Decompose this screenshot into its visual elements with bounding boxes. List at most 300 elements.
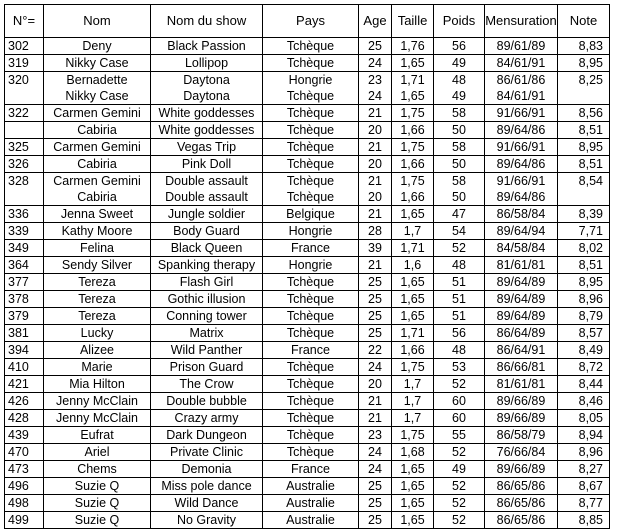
table-row — [5, 427, 610, 444]
cell-name: Sendy Silver — [44, 257, 151, 274]
table-row — [5, 342, 610, 359]
cell-measurements: 89/64/94 — [485, 223, 558, 240]
cell-num: 421 — [5, 376, 44, 393]
cell-age: 39 — [359, 240, 392, 257]
cell-height: 1,66 — [392, 122, 434, 139]
cell-name: Cabiria — [44, 122, 151, 139]
table-body — [5, 38, 610, 529]
cell-height-line: 1,66 — [400, 190, 425, 204]
cell-country-line: Hongrie — [288, 73, 333, 87]
cell-height: 1,65 — [392, 206, 434, 223]
cell-measurements: 91/66/91 — [485, 105, 558, 122]
cell-score: 7,71 — [558, 223, 610, 240]
cell-show: Wild Dance — [151, 495, 263, 512]
cell-score: 8,95 — [558, 274, 610, 291]
cell-weight — [434, 173, 485, 206]
cell-age-line: 23 — [368, 73, 382, 87]
cell-height: 1,76 — [392, 38, 434, 55]
cell-name: Kathy Moore — [44, 223, 151, 240]
cell-show: Body Guard — [151, 223, 263, 240]
cell-weight: 51 — [434, 308, 485, 325]
cell-age: 25 — [359, 512, 392, 529]
cell-name — [44, 173, 151, 206]
cell-country: Australie — [263, 495, 359, 512]
cell-height: 1,71 — [392, 240, 434, 257]
cell-measurements: 86/58/79 — [485, 427, 558, 444]
table-row — [5, 257, 610, 274]
cell-show-line: Daytona — [183, 73, 230, 87]
cell-weight: 52 — [434, 444, 485, 461]
cell-measurements: 86/64/89 — [485, 325, 558, 342]
cell-num: 381 — [5, 325, 44, 342]
cell-age: 21 — [359, 139, 392, 156]
table-row — [5, 105, 610, 122]
cell-country: Tchèque — [263, 274, 359, 291]
cell-name: Jenny McClain — [44, 393, 151, 410]
cell-num — [5, 122, 44, 139]
cell-weight: 56 — [434, 325, 485, 342]
cell-height: 1,65 — [392, 478, 434, 495]
cell-height: 1,65 — [392, 461, 434, 478]
cell-show: Lollipop — [151, 55, 263, 72]
cell-age: 25 — [359, 495, 392, 512]
cell-show: Wild Panther — [151, 342, 263, 359]
cell-measurements — [485, 72, 558, 105]
cell-score: 8,27 — [558, 461, 610, 478]
cell-weight: 50 — [434, 156, 485, 173]
cell-num: 394 — [5, 342, 44, 359]
cell-measurements: 86/65/86 — [485, 478, 558, 495]
cell-num: 379 — [5, 308, 44, 325]
cell-age — [359, 173, 392, 206]
cell-num: 499 — [5, 512, 44, 529]
cell-height: 1,65 — [392, 274, 434, 291]
cell-weight: 47 — [434, 206, 485, 223]
cell-height: 1,68 — [392, 444, 434, 461]
cell-name: Suzie Q — [44, 495, 151, 512]
cell-name: Tereza — [44, 291, 151, 308]
cell-measurements: 89/61/89 — [485, 38, 558, 55]
header-show: Nom du show — [151, 5, 263, 38]
cell-name: Mia Hilton — [44, 376, 151, 393]
header-score: Note — [558, 5, 610, 38]
cell-age: 25 — [359, 325, 392, 342]
table-row — [5, 376, 610, 393]
cell-country: Australie — [263, 512, 359, 529]
cell-name: Jenny McClain — [44, 410, 151, 427]
cell-age: 21 — [359, 257, 392, 274]
cell-age: 21 — [359, 393, 392, 410]
cell-weight: 52 — [434, 376, 485, 393]
cell-score: 8,02 — [558, 240, 610, 257]
cell-show: Pink Doll — [151, 156, 263, 173]
cell-age: 24 — [359, 444, 392, 461]
cell-name: Tereza — [44, 274, 151, 291]
cell-country: Hongrie — [263, 257, 359, 274]
cell-age: 21 — [359, 410, 392, 427]
cell-measurements: 91/66/91 — [485, 139, 558, 156]
cell-age-line: 21 — [368, 174, 382, 188]
cell-weight — [434, 72, 485, 105]
cell-measurements-line: 91/66/91 — [496, 174, 546, 188]
cell-country: Hongrie — [263, 223, 359, 240]
cell-num: 319 — [5, 55, 44, 72]
table-row — [5, 274, 610, 291]
cell-height: 1,75 — [392, 105, 434, 122]
cell-age: 25 — [359, 478, 392, 495]
cell-score: 8,51 — [558, 257, 610, 274]
table-row — [5, 393, 610, 410]
cell-show: Miss pole dance — [151, 478, 263, 495]
cell-weight: 56 — [434, 38, 485, 55]
cell-score: 8,79 — [558, 308, 610, 325]
cell-height: 1,7 — [392, 223, 434, 240]
cell-measurements: 81/61/81 — [485, 257, 558, 274]
table-row — [5, 139, 610, 156]
cell-country — [263, 72, 359, 105]
cell-measurements: 84/58/84 — [485, 240, 558, 257]
cell-measurements-line: 84/61/91 — [496, 89, 546, 103]
cell-num: 349 — [5, 240, 44, 257]
cell-num: 326 — [5, 156, 44, 173]
cell-weight: 52 — [434, 495, 485, 512]
cell-height: 1,71 — [392, 325, 434, 342]
cell-height — [392, 72, 434, 105]
cell-show-line: Double assault — [165, 174, 248, 188]
table-row — [5, 478, 610, 495]
cell-score: 8,83 — [558, 38, 610, 55]
table-row — [5, 410, 610, 427]
cell-name: Carmen Gemini — [44, 105, 151, 122]
cell-name: Nikky Case — [44, 55, 151, 72]
cell-show: Conning tower — [151, 308, 263, 325]
cell-score: 8,96 — [558, 291, 610, 308]
table-row — [5, 291, 610, 308]
cell-age: 22 — [359, 342, 392, 359]
cell-height — [392, 173, 434, 206]
cell-score: 8,67 — [558, 478, 610, 495]
cell-weight: 51 — [434, 274, 485, 291]
cell-show: No Gravity — [151, 512, 263, 529]
cell-name-line: Carmen Gemini — [53, 174, 141, 188]
cell-country-line: Tchèque — [286, 190, 335, 204]
cell-weight: 55 — [434, 427, 485, 444]
cell-name: Suzie Q — [44, 512, 151, 529]
cell-weight: 48 — [434, 257, 485, 274]
cell-height: 1,7 — [392, 376, 434, 393]
cell-show: White goddesses — [151, 105, 263, 122]
cell-age: 28 — [359, 223, 392, 240]
cell-score: 8,95 — [558, 55, 610, 72]
header-weight: Poids — [434, 5, 485, 38]
cell-height: 1,65 — [392, 55, 434, 72]
cell-score: 8,77 — [558, 495, 610, 512]
cell-country: France — [263, 461, 359, 478]
cell-weight: 60 — [434, 393, 485, 410]
table-row — [5, 308, 610, 325]
cell-country-line: Tchèque — [286, 174, 335, 188]
cell-measurements: 86/66/81 — [485, 359, 558, 376]
cell-height: 1,65 — [392, 291, 434, 308]
cell-weight-line: 48 — [452, 73, 466, 87]
cell-show: Spanking therapy — [151, 257, 263, 274]
cell-num: 377 — [5, 274, 44, 291]
cell-measurements: 81/61/81 — [485, 376, 558, 393]
cell-name: Eufrat — [44, 427, 151, 444]
table-row — [5, 156, 610, 173]
table-row — [5, 223, 610, 240]
cell-measurements: 89/66/89 — [485, 461, 558, 478]
cell-score: 8,44 — [558, 376, 610, 393]
cell-measurements: 76/66/84 — [485, 444, 558, 461]
cell-name: Carmen Gemini — [44, 139, 151, 156]
cell-country: Tchèque — [263, 291, 359, 308]
cell-age: 21 — [359, 206, 392, 223]
cell-num: 473 — [5, 461, 44, 478]
cell-show: Double bubble — [151, 393, 263, 410]
cell-score: 8,49 — [558, 342, 610, 359]
cell-show: White goddesses — [151, 122, 263, 139]
cell-num: 426 — [5, 393, 44, 410]
cell-measurements: 89/64/89 — [485, 274, 558, 291]
cell-height-line: 1,75 — [400, 174, 425, 188]
cell-show: Black Passion — [151, 38, 263, 55]
cell-height: 1,75 — [392, 359, 434, 376]
table-row — [5, 173, 610, 206]
cell-show: Prison Guard — [151, 359, 263, 376]
table-row — [5, 38, 610, 55]
cell-score: 8,51 — [558, 122, 610, 139]
cell-age — [359, 72, 392, 105]
cell-age: 20 — [359, 122, 392, 139]
cell-measurements: 89/64/89 — [485, 308, 558, 325]
cell-show: Matrix — [151, 325, 263, 342]
table-row — [5, 325, 610, 342]
cell-num: 328 — [5, 173, 44, 206]
cell-score: 8,94 — [558, 427, 610, 444]
cell-num: 498 — [5, 495, 44, 512]
cell-measurements: 86/65/86 — [485, 495, 558, 512]
cell-name: Marie — [44, 359, 151, 376]
table-row — [5, 122, 610, 139]
cell-age: 20 — [359, 376, 392, 393]
cell-height: 1,75 — [392, 427, 434, 444]
cell-num: 496 — [5, 478, 44, 495]
header-measurements: Mensuration — [485, 5, 558, 38]
cell-measurements: 89/66/89 — [485, 393, 558, 410]
cell-score: 8,56 — [558, 105, 610, 122]
cell-weight-line: 49 — [452, 89, 466, 103]
cell-country: Tchèque — [263, 55, 359, 72]
cell-show: Jungle soldier — [151, 206, 263, 223]
cell-height: 1,66 — [392, 156, 434, 173]
cell-score: 8,96 — [558, 444, 610, 461]
cell-age-line: 24 — [368, 89, 382, 103]
cell-name: Chems — [44, 461, 151, 478]
cell-weight: 52 — [434, 512, 485, 529]
cell-name-line: Cabiria — [77, 190, 117, 204]
cell-name: Tereza — [44, 308, 151, 325]
cell-measurements: 89/64/86 — [485, 122, 558, 139]
cell-num: 470 — [5, 444, 44, 461]
cell-score: 8,95 — [558, 139, 610, 156]
cell-score: 8,85 — [558, 512, 610, 529]
cell-height: 1,7 — [392, 393, 434, 410]
cell-country: Tchèque — [263, 38, 359, 55]
cell-age: 25 — [359, 274, 392, 291]
cell-show — [151, 72, 263, 105]
cell-measurements: 89/64/86 — [485, 156, 558, 173]
cell-age: 23 — [359, 427, 392, 444]
cell-num: 302 — [5, 38, 44, 55]
cell-country — [263, 173, 359, 206]
cell-country: Tchèque — [263, 359, 359, 376]
header-height: Taille — [392, 5, 434, 38]
header-row — [5, 5, 610, 38]
cell-measurements: 86/65/86 — [485, 512, 558, 529]
table-wrapper — [4, 4, 610, 529]
cell-score: 8,57 — [558, 325, 610, 342]
cell-name: Ariel — [44, 444, 151, 461]
table-row — [5, 206, 610, 223]
cell-country: France — [263, 342, 359, 359]
cell-weight: 52 — [434, 240, 485, 257]
cell-age: 25 — [359, 38, 392, 55]
cell-show: Crazy army — [151, 410, 263, 427]
table-row — [5, 444, 610, 461]
cell-score: 8,54 — [558, 173, 610, 206]
cell-name: Jenna Sweet — [44, 206, 151, 223]
cell-name: Deny — [44, 38, 151, 55]
table-row — [5, 512, 610, 529]
cell-country: Australie — [263, 478, 359, 495]
cell-weight: 49 — [434, 461, 485, 478]
cell-measurements: 86/64/91 — [485, 342, 558, 359]
cell-measurements: 84/61/91 — [485, 55, 558, 72]
cell-show — [151, 173, 263, 206]
cell-height: 1,75 — [392, 139, 434, 156]
cell-score: 8,25 — [558, 72, 610, 105]
cell-measurements — [485, 173, 558, 206]
table-row — [5, 359, 610, 376]
cell-num: 339 — [5, 223, 44, 240]
cell-country: Tchèque — [263, 105, 359, 122]
cell-num: 439 — [5, 427, 44, 444]
cell-weight: 48 — [434, 342, 485, 359]
cell-num: 410 — [5, 359, 44, 376]
header-age: Age — [359, 5, 392, 38]
cell-country: Tchèque — [263, 156, 359, 173]
cell-num: 364 — [5, 257, 44, 274]
cell-show: Flash Girl — [151, 274, 263, 291]
table-row — [5, 240, 610, 257]
cell-name: Felina — [44, 240, 151, 257]
table-row — [5, 495, 610, 512]
cell-height: 1,65 — [392, 512, 434, 529]
cell-show-line: Double assault — [165, 190, 248, 204]
cell-weight: 58 — [434, 105, 485, 122]
cell-country: Tchèque — [263, 410, 359, 427]
cell-age: 21 — [359, 105, 392, 122]
cell-weight: 60 — [434, 410, 485, 427]
cell-score: 8,72 — [558, 359, 610, 376]
cell-weight-line: 58 — [452, 174, 466, 188]
cell-show: Demonia — [151, 461, 263, 478]
cell-weight-line: 50 — [452, 190, 466, 204]
cell-name: Cabiria — [44, 156, 151, 173]
models-table — [4, 4, 610, 529]
cell-measurements-line: 86/61/86 — [496, 73, 546, 87]
cell-height: 1,66 — [392, 342, 434, 359]
cell-score: 8,39 — [558, 206, 610, 223]
cell-country: Tchèque — [263, 308, 359, 325]
cell-num: 322 — [5, 105, 44, 122]
header-num: N°= — [5, 5, 44, 38]
cell-show: Gothic illusion — [151, 291, 263, 308]
cell-weight: 52 — [434, 478, 485, 495]
cell-height-line: 1,65 — [400, 89, 425, 103]
cell-weight: 49 — [434, 55, 485, 72]
cell-country: Tchèque — [263, 444, 359, 461]
cell-age: 25 — [359, 291, 392, 308]
table-row — [5, 55, 610, 72]
cell-country: Tchèque — [263, 139, 359, 156]
cell-score: 8,46 — [558, 393, 610, 410]
cell-measurements: 89/66/89 — [485, 410, 558, 427]
cell-country: Tchèque — [263, 325, 359, 342]
header-country: Pays — [263, 5, 359, 38]
cell-weight: 51 — [434, 291, 485, 308]
cell-name: Lucky — [44, 325, 151, 342]
cell-age: 20 — [359, 156, 392, 173]
cell-country: Tchèque — [263, 427, 359, 444]
table-row — [5, 72, 610, 105]
cell-show: Black Queen — [151, 240, 263, 257]
cell-country: Tchèque — [263, 376, 359, 393]
cell-name: Alizee — [44, 342, 151, 359]
cell-height: 1,65 — [392, 308, 434, 325]
cell-weight: 53 — [434, 359, 485, 376]
cell-measurements-line: 89/64/86 — [496, 190, 546, 204]
cell-num: 320 — [5, 72, 44, 105]
cell-height: 1,7 — [392, 410, 434, 427]
cell-measurements: 86/58/84 — [485, 206, 558, 223]
cell-age: 24 — [359, 461, 392, 478]
cell-country-line: Tchèque — [286, 89, 335, 103]
cell-score: 8,51 — [558, 156, 610, 173]
cell-name-line: Bernadette — [66, 73, 128, 87]
cell-num: 325 — [5, 139, 44, 156]
cell-name — [44, 72, 151, 105]
cell-score: 8,05 — [558, 410, 610, 427]
cell-weight: 58 — [434, 139, 485, 156]
cell-country: Belgique — [263, 206, 359, 223]
table-row — [5, 461, 610, 478]
cell-age: 24 — [359, 55, 392, 72]
cell-age: 24 — [359, 359, 392, 376]
cell-height-line: 1,71 — [400, 73, 425, 87]
header-name: Nom — [44, 5, 151, 38]
cell-country: France — [263, 240, 359, 257]
cell-show: Dark Dungeon — [151, 427, 263, 444]
cell-country: Tchèque — [263, 122, 359, 139]
cell-show-line: Daytona — [183, 89, 230, 103]
cell-num: 336 — [5, 206, 44, 223]
cell-weight: 54 — [434, 223, 485, 240]
cell-name: Suzie Q — [44, 478, 151, 495]
cell-age: 25 — [359, 308, 392, 325]
cell-measurements: 89/64/89 — [485, 291, 558, 308]
